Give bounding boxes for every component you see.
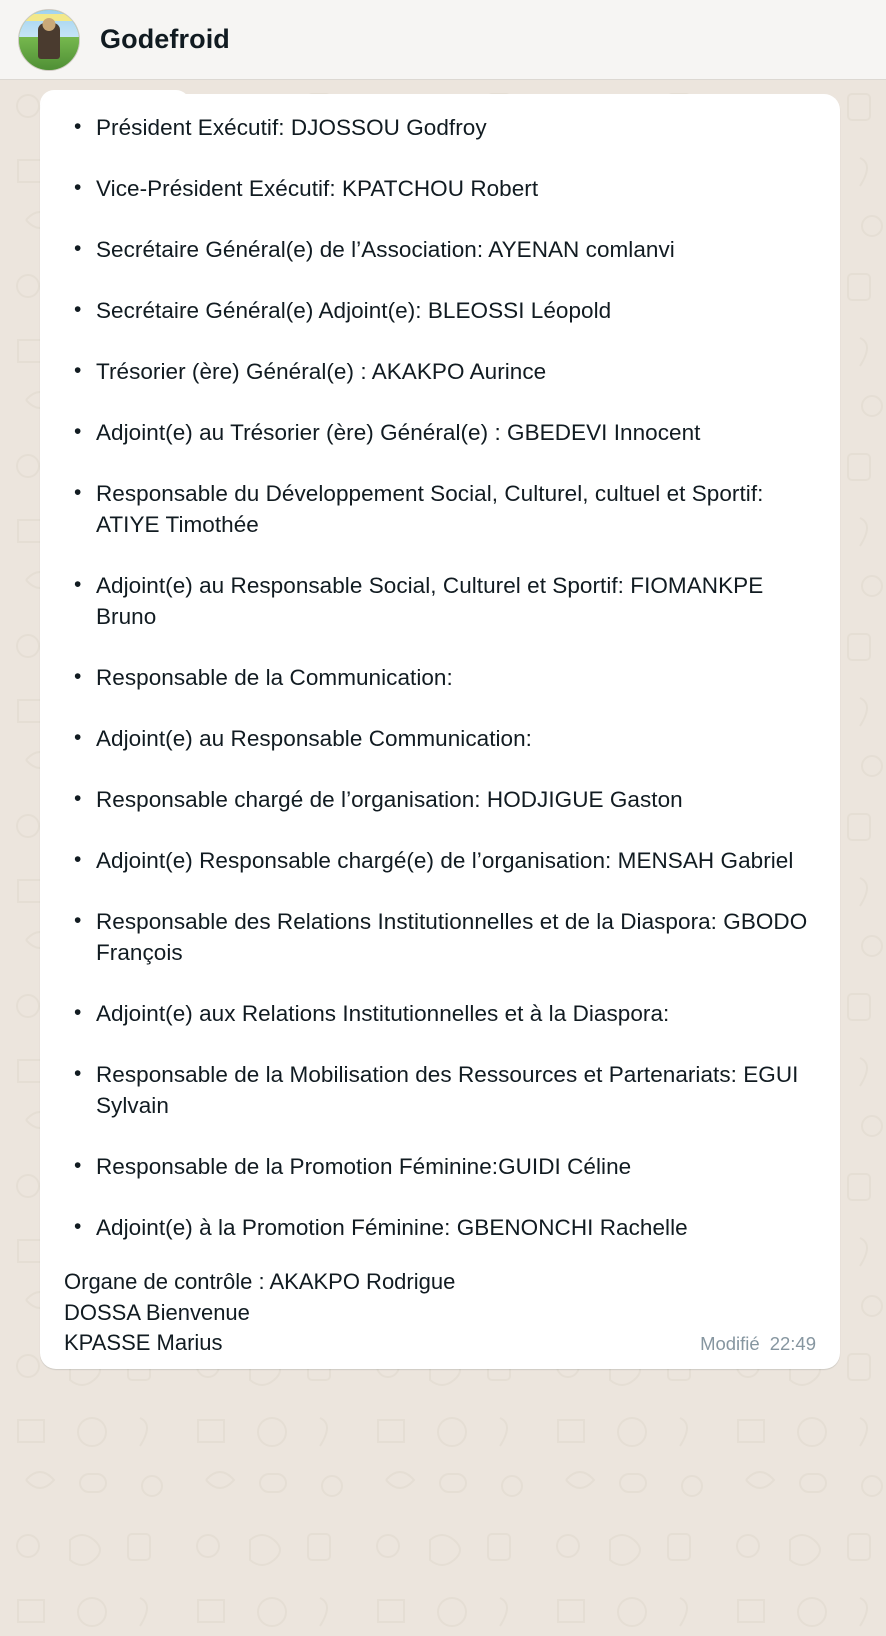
list-item: • Secrétaire Général(e) Adjoint(e): BLEOSSI Léopold [62,295,818,326]
footer-line: KPASSE Marius [64,1330,223,1355]
footer-line: Organe de contrôle : AKAKPO Rodrigue [64,1269,456,1294]
list-item: • Responsable de la Promotion Féminine:GUIDI Céline [62,1151,818,1182]
list-item: • Adjoint(e) Responsable chargé(e) de l’organisation: MENSAH Gabriel [62,845,818,876]
list-item: • Adjoint(e) au Responsable Social, Culturel et Sportif: FIOMANKPE Bruno [62,570,818,632]
list-item: • Adjoint(e) au Responsable Communication: [62,723,818,754]
list-item: • Trésorier (ère) Général(e) : AKAKPO Aurince [62,356,818,387]
list-item: • Vice-Président Exécutif: KPATCHOU Robert [62,173,818,204]
contact-name: Godefroid [100,24,230,54]
message-timestamp: 22:49 [769,1332,816,1354]
chat-area [0,80,886,1636]
contact-avatar[interactable] [18,9,80,71]
list-item: • Secrétaire Général(e) de l’Association: AYENAN comlanvi [62,234,818,265]
list-item: • Responsable de la Mobilisation des Ressources et Partenariats: EGUI Sylvain [62,1059,818,1121]
message-bubble-wrapper [40,94,840,1369]
bureau-list [62,112,818,1243]
list-item: • Responsable de la Communication: [62,662,818,693]
edited-label: Modifié [700,1332,760,1354]
list-item: • Adjoint(e) à la Promotion Féminine: GBENONCHI Rachelle [62,1212,818,1243]
list-item: • Adjoint(e) aux Relations Institutionnelles et à la Diaspora: [62,998,818,1029]
list-item: • Responsable des Relations Institutionnelles et de la Diaspora: GBODO François [62,906,818,968]
list-item: • Président Exécutif: DJOSSOU Godfroy [62,112,818,143]
list-item: • Responsable chargé de l’organisation: HODJIGUE Gaston [62,784,818,815]
list-item: • Adjoint(e) au Trésorier (ère) Général(e) : GBEDEVI Innocent [62,417,818,448]
footer-line: DOSSA Bienvenue [64,1299,250,1325]
message-bubble[interactable] [40,94,840,1369]
list-item: • Responsable du Développement Social, Culturel, cultuel et Sportif: ATIYE Timothée [62,478,818,540]
avatar-head [43,18,56,31]
chat-header [0,0,886,80]
